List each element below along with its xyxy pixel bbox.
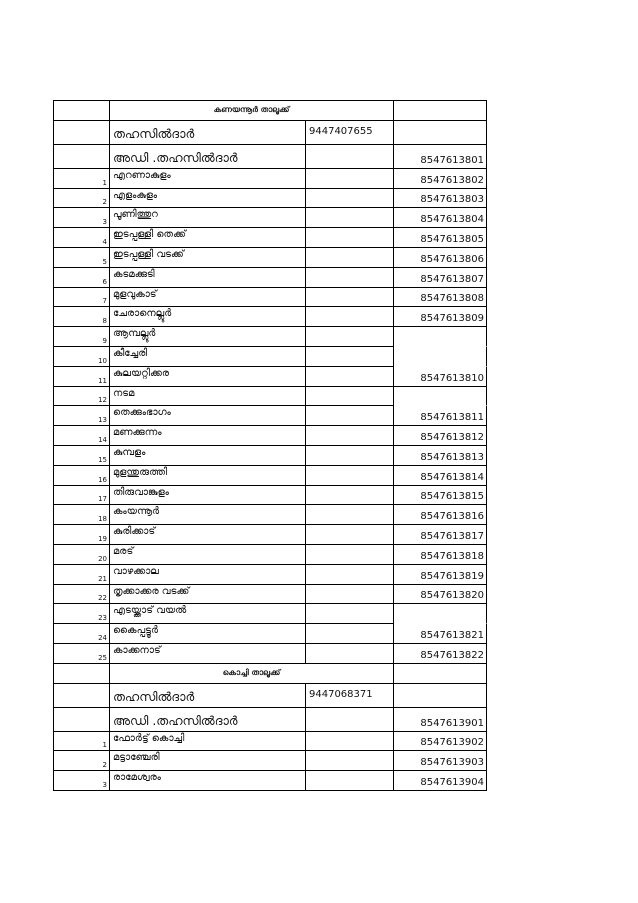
table-row bbox=[54, 327, 487, 347]
village-name: മരട് bbox=[110, 545, 306, 565]
section-title-row bbox=[54, 664, 487, 684]
phone-number: 8547613820 bbox=[394, 585, 487, 605]
village-name: മട്ടാഞ്ചേരി bbox=[110, 751, 306, 771]
village-name: മണക്കുന്നം bbox=[110, 426, 306, 446]
tahsildar-row bbox=[54, 121, 487, 145]
addl-tahsildar-phone: 8547613801 bbox=[394, 145, 487, 169]
blank-cell bbox=[54, 664, 110, 684]
section-title: കൊച്ചി താലൂക്ക് bbox=[110, 664, 394, 684]
phone-number bbox=[394, 604, 487, 624]
blank-cell bbox=[306, 624, 394, 644]
village-name: നടമ bbox=[110, 387, 306, 407]
addl-tahsildar-row bbox=[54, 145, 487, 169]
table-row bbox=[54, 268, 487, 288]
section-title-row bbox=[54, 101, 487, 121]
village-name: തെക്കുംഭാഗം bbox=[110, 406, 306, 426]
blank-cell bbox=[394, 101, 487, 121]
table-row bbox=[54, 771, 487, 791]
village-name: കാക്കനാട് bbox=[110, 644, 306, 664]
phone-number: 8547613814 bbox=[394, 466, 487, 486]
blank-cell bbox=[306, 585, 394, 605]
row-number: 14 bbox=[54, 426, 110, 446]
phone-number: 8547613817 bbox=[394, 525, 487, 545]
phone-number: 8547613803 bbox=[394, 189, 487, 209]
table-row bbox=[54, 604, 487, 624]
phone-number: 8547613902 bbox=[394, 732, 487, 752]
blank-cell bbox=[394, 121, 487, 145]
row-number: 7 bbox=[54, 288, 110, 308]
blank-cell bbox=[306, 505, 394, 525]
tahsildar-label: തഹസിൽദാർ bbox=[110, 684, 306, 708]
row-number: 17 bbox=[54, 486, 110, 506]
village-name: ഇടപ്പള്ളി തെക്ക് bbox=[110, 228, 306, 248]
phone-number bbox=[394, 347, 487, 367]
blank-cell bbox=[306, 644, 394, 664]
village-name: തിരുവാങ്കുളം bbox=[110, 486, 306, 506]
blank-cell bbox=[306, 751, 394, 771]
row-number: 9 bbox=[54, 327, 110, 347]
table-row bbox=[54, 347, 487, 367]
table-row bbox=[54, 307, 487, 327]
table-row bbox=[54, 466, 487, 486]
village-name: വാഴക്കാല bbox=[110, 565, 306, 585]
village-name: രാമേശ്വരം bbox=[110, 771, 306, 791]
blank-cell bbox=[306, 466, 394, 486]
phone-number: 8547613816 bbox=[394, 505, 487, 525]
row-number: 2 bbox=[54, 751, 110, 771]
tahsildar-phone: 9447407655 bbox=[306, 121, 394, 145]
phone-number bbox=[394, 387, 487, 407]
row-number: 12 bbox=[54, 387, 110, 407]
blank-cell bbox=[306, 189, 394, 209]
row-number: 22 bbox=[54, 585, 110, 605]
table-row bbox=[54, 486, 487, 506]
phone-number: 8547613810 bbox=[394, 367, 487, 387]
row-number: 10 bbox=[54, 347, 110, 367]
spreadsheet-table bbox=[53, 100, 487, 791]
row-number: 6 bbox=[54, 268, 110, 288]
village-name: കീച്ചേരി bbox=[110, 347, 306, 367]
row-number: 16 bbox=[54, 466, 110, 486]
row-number: 11 bbox=[54, 367, 110, 387]
row-number: 25 bbox=[54, 644, 110, 664]
phone-number: 8547613808 bbox=[394, 288, 487, 308]
blank-cell bbox=[306, 486, 394, 506]
row-number: 5 bbox=[54, 248, 110, 268]
table-row bbox=[54, 585, 487, 605]
phone-number: 8547613813 bbox=[394, 446, 487, 466]
phone-number bbox=[394, 327, 487, 347]
table-row bbox=[54, 367, 487, 387]
phone-number: 8547613804 bbox=[394, 208, 487, 228]
blank-cell bbox=[54, 708, 110, 732]
blank-cell bbox=[306, 288, 394, 308]
blank-cell bbox=[306, 228, 394, 248]
blank-cell bbox=[306, 347, 394, 367]
phone-number: 8547613819 bbox=[394, 565, 487, 585]
row-number: 20 bbox=[54, 545, 110, 565]
row-number: 19 bbox=[54, 525, 110, 545]
village-name: മുളവുകാട് bbox=[110, 288, 306, 308]
table-row bbox=[54, 248, 487, 268]
phone-number: 8547613821 bbox=[394, 624, 487, 644]
row-number: 1 bbox=[54, 169, 110, 189]
table-row bbox=[54, 732, 487, 752]
row-number: 13 bbox=[54, 406, 110, 426]
blank-cell bbox=[306, 446, 394, 466]
village-name: കുലയറ്റിക്കര bbox=[110, 367, 306, 387]
row-number: 3 bbox=[54, 208, 110, 228]
table-row bbox=[54, 446, 487, 466]
village-name: ആമ്പല്ലൂർ bbox=[110, 327, 306, 347]
row-number: 4 bbox=[54, 228, 110, 248]
phone-number: 8547613815 bbox=[394, 486, 487, 506]
tahsildar-label: തഹസിൽദാർ bbox=[110, 121, 306, 145]
table-row bbox=[54, 624, 487, 644]
phone-number: 8547613822 bbox=[394, 644, 487, 664]
village-name: പൂണിത്തുറ bbox=[110, 208, 306, 228]
table-row bbox=[54, 208, 487, 228]
table-row bbox=[54, 288, 487, 308]
blank-cell bbox=[306, 307, 394, 327]
phone-number: 8547613805 bbox=[394, 228, 487, 248]
blank-cell bbox=[306, 367, 394, 387]
blank-cell bbox=[54, 121, 110, 145]
table-row bbox=[54, 228, 487, 248]
village-name: എടയ്ക്കാട് വയൽ bbox=[110, 604, 306, 624]
table-row bbox=[54, 751, 487, 771]
tahsildar-phone: 9447068371 bbox=[306, 684, 394, 708]
village-name: ഫോർട്ട് കൊച്ചി bbox=[110, 732, 306, 752]
blank-cell bbox=[394, 684, 487, 708]
blank-cell bbox=[306, 545, 394, 565]
blank-cell bbox=[54, 101, 110, 121]
table-row bbox=[54, 644, 487, 664]
blank-cell bbox=[306, 565, 394, 585]
blank-cell bbox=[306, 708, 394, 732]
blank-cell bbox=[306, 387, 394, 407]
table-row bbox=[54, 406, 487, 426]
row-number: 8 bbox=[54, 307, 110, 327]
village-name: എറണാകുളം bbox=[110, 169, 306, 189]
row-number: 3 bbox=[54, 771, 110, 791]
phone-number: 8547613807 bbox=[394, 268, 487, 288]
village-name: കംയന്നൂർ bbox=[110, 505, 306, 525]
phone-number: 8547613818 bbox=[394, 545, 487, 565]
blank-cell bbox=[306, 604, 394, 624]
section-title: കണയന്നൂർ താലൂക്ക് bbox=[110, 101, 394, 121]
village-name: എളംകുളം bbox=[110, 189, 306, 209]
row-number: 23 bbox=[54, 604, 110, 624]
blank-cell bbox=[54, 145, 110, 169]
row-number: 24 bbox=[54, 624, 110, 644]
table-row bbox=[54, 169, 487, 189]
phone-number: 8547613904 bbox=[394, 771, 487, 791]
row-number: 1 bbox=[54, 732, 110, 752]
row-number: 21 bbox=[54, 565, 110, 585]
village-name: കടമക്കുടി bbox=[110, 268, 306, 288]
blank-cell bbox=[394, 664, 487, 684]
blank-cell bbox=[306, 426, 394, 446]
addl-tahsildar-row bbox=[54, 708, 487, 732]
row-number: 2 bbox=[54, 189, 110, 209]
row-number: 18 bbox=[54, 505, 110, 525]
addl-tahsildar-label: അഡി .തഹസിൽദാർ bbox=[110, 145, 306, 169]
blank-cell bbox=[306, 248, 394, 268]
village-name: തൃക്കാക്കര വടക്ക് bbox=[110, 585, 306, 605]
village-name: ചേരാനെല്ലൂർ bbox=[110, 307, 306, 327]
blank-cell bbox=[306, 406, 394, 426]
phone-number: 8547613812 bbox=[394, 426, 487, 446]
table-row bbox=[54, 545, 487, 565]
blank-cell bbox=[306, 732, 394, 752]
village-name: കുരിക്കാട് bbox=[110, 525, 306, 545]
table-row bbox=[54, 426, 487, 446]
addl-tahsildar-label: അഡി .തഹസിൽദാർ bbox=[110, 708, 306, 732]
blank-cell bbox=[306, 169, 394, 189]
blank-cell bbox=[306, 208, 394, 228]
table-row bbox=[54, 525, 487, 545]
village-name: ഇടപ്പള്ളി വടക്ക് bbox=[110, 248, 306, 268]
phone-number: 8547613809 bbox=[394, 307, 487, 327]
blank-cell bbox=[54, 684, 110, 708]
village-name: കുമ്പളം bbox=[110, 446, 306, 466]
table-row bbox=[54, 387, 487, 407]
blank-cell bbox=[306, 268, 394, 288]
addl-tahsildar-phone: 8547613901 bbox=[394, 708, 487, 732]
blank-cell bbox=[306, 327, 394, 347]
phone-number: 8547613811 bbox=[394, 406, 487, 426]
blank-cell bbox=[306, 525, 394, 545]
table-row bbox=[54, 505, 487, 525]
table-row bbox=[54, 565, 487, 585]
row-number: 15 bbox=[54, 446, 110, 466]
blank-cell bbox=[306, 145, 394, 169]
phone-number: 8547613802 bbox=[394, 169, 487, 189]
tahsildar-row bbox=[54, 684, 487, 708]
table-row bbox=[54, 189, 487, 209]
blank-cell bbox=[306, 771, 394, 791]
village-name: മുളന്തുരുത്തി bbox=[110, 466, 306, 486]
phone-number: 8547613903 bbox=[394, 751, 487, 771]
village-name: കൈപ്പട്ടൂർ bbox=[110, 624, 306, 644]
phone-number: 8547613806 bbox=[394, 248, 487, 268]
